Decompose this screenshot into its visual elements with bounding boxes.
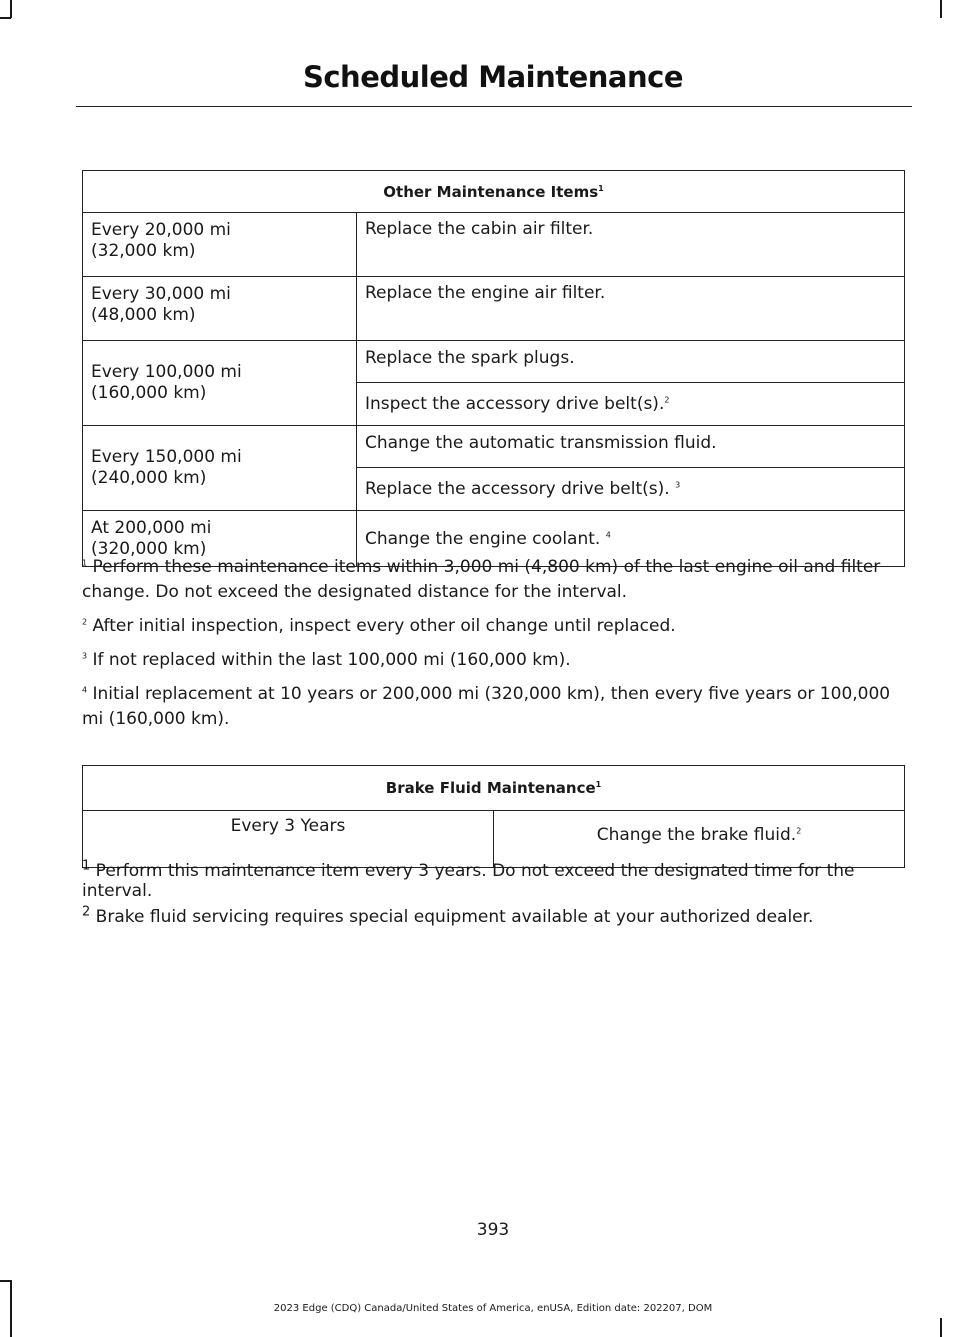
table-row — [83, 341, 905, 383]
action-cell: Change the brake fluid.$^2$ — [494, 811, 905, 868]
crop-mark-top-right — [940, 0, 942, 18]
table-row — [83, 213, 905, 277]
edition-footer: 2023 Edge (CDQ) Canada/United States of America, enUSA, Edition date: 202207, DOM — [273, 1303, 713, 1314]
crop-mark-bottom-right — [940, 1318, 942, 1337]
table-title: Brake Fluid Maintenance$^1$ — [83, 766, 905, 811]
action-cell: Replace the cabin air filter. — [357, 213, 905, 277]
crop-mark-top-left-h — [0, 17, 11, 19]
crop-mark-bottom-left-h — [0, 1280, 11, 1282]
page-number: 393 — [476, 1220, 510, 1240]
table-row — [83, 277, 905, 341]
action-cell: Replace the engine air filter. — [357, 277, 905, 341]
footnote: $^4$ Initial replacement at 10 years or 200,000 mi (320,000 km), then every five years or 100,000 mi (160,000 km). — [82, 684, 891, 729]
footnote: $^2$ Brake fluid servicing requires special equipment available at your authorized dealer. — [82, 904, 814, 927]
table-header-row — [83, 766, 905, 811]
interval-cell: Every 20,000 mi (32,000 km) — [83, 213, 357, 277]
brake-fluid-table — [82, 765, 905, 868]
other-maintenance-table — [82, 170, 905, 567]
title-divider — [76, 106, 912, 107]
action-cell: Change the automatic transmission fluid. — [357, 426, 905, 468]
footnote: $^3$ If not replaced within the last 100,000 mi (160,000 km). — [82, 650, 571, 670]
action-cell: Replace the spark plugs. — [357, 341, 905, 383]
interval-cell: Every 100,000 mi (160,000 km) — [83, 341, 357, 426]
interval-cell: At 200,000 mi (320,000 km) — [83, 511, 357, 567]
page-title: Scheduled Maintenance — [302, 60, 684, 94]
table1-footnotes — [82, 555, 912, 741]
action-cell: Inspect the accessory drive belt(s).$^2$ — [357, 383, 905, 426]
action-cell: Change the engine coolant. $^4$ — [357, 511, 905, 567]
table-row — [83, 811, 905, 868]
action-cell: Replace the accessory drive belt(s). $^3$ — [357, 468, 905, 511]
footnote: $^1$ Perform these maintenance items within 3,000 mi (4,800 km) of the last engine oil and filter change. Do not exceed the designated distance for the interval. — [82, 557, 881, 602]
table2-footnotes — [82, 858, 912, 933]
table-title: Other Maintenance Items$^1$ — [83, 171, 905, 213]
table-header-row — [83, 171, 905, 213]
crop-mark-top-left — [10, 0, 12, 18]
table-row — [83, 426, 905, 468]
interval-cell: Every 30,000 mi (48,000 km) — [83, 277, 357, 341]
interval-cell: Every 3 Years — [83, 811, 494, 868]
interval-cell: Every 150,000 mi (240,000 km) — [83, 426, 357, 511]
footnote: $^1$ Perform this maintenance item every 3 years. Do not exceed the designated time for the interval. — [82, 858, 855, 901]
footnote: $^2$ After initial inspection, inspect every other oil change until replaced. — [82, 616, 676, 636]
